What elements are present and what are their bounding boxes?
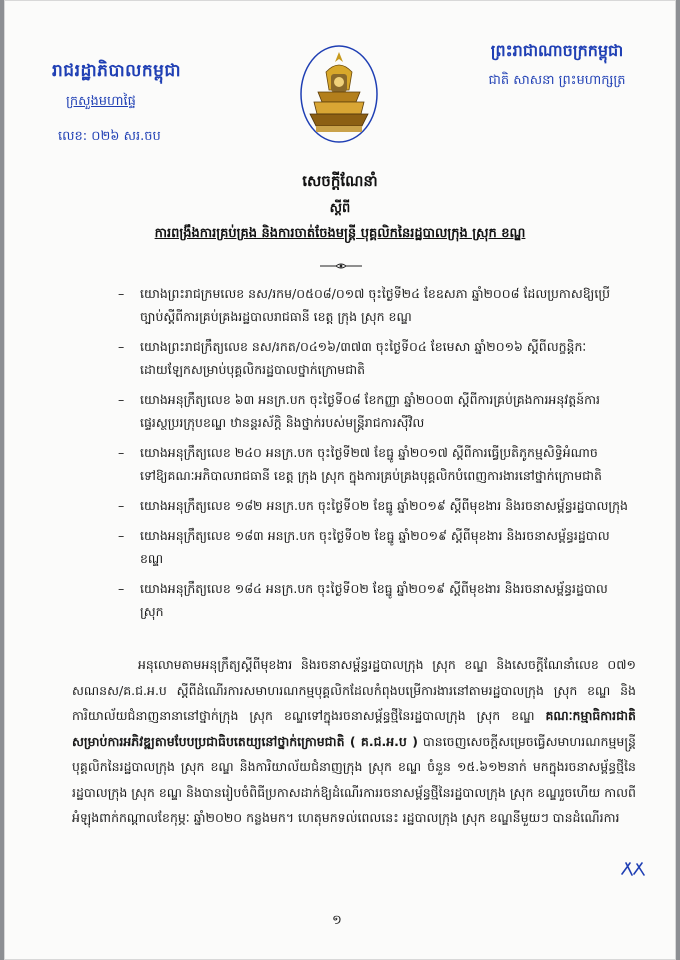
kingdom-name: ព្រះរាជាណាចក្រកម្ពុជា bbox=[490, 41, 624, 60]
document-subject: ការពង្រឹងការគ្រប់គ្រង និងការចាត់ចែងមន្ត្រី បុគ្គលិកនៃរដ្ឋបាលក្រុង ស្រុក ខណ្ឌ bbox=[154, 226, 526, 241]
reference-item: – យោងអនុក្រឹត្យលេខ ៦៣ អនក្រ.បក ចុះថ្ងៃទី០៨ ខែកញ្ញា ឆ្នាំ២០០៣ ស្តីពីការគ្រប់គ្រងការអនុវត្តន៍ការផ្ទេរស្ថប្ររក្រុបខណ្ឌ ឋានន្តរស័ក្តិ និងថ្នាក់របស់មន្ត្រីរាជការស៊ីវិល bbox=[118, 392, 601, 430]
page-number: ១ bbox=[332, 913, 342, 928]
body-text-bold: គណៈកម្មាធិការជាតិសម្រាប់ការអភិវឌ្ឍតាមបែបប្រជាធិបតេយ្យនៅថ្នាក់ក្រោមជាតិ ( គ.ជ.អ.ប ) bbox=[72, 708, 636, 749]
reference-text: យោងអនុក្រឹត្យលេខ ១៨៤ អនក្រ.បក ចុះថ្ងៃទី០២ ខែធ្នូ ឆ្នាំ២០១៩ ស្តីពីមុខងារ និងរចនាសម្ព័ន្ធរដ្ឋបាលស្រុក bbox=[140, 581, 608, 619]
reference-text: យោងអនុក្រឹត្យលេខ ១៨៣ អនក្រ.បក ចុះថ្ងៃទី០២ ខែធ្នូ ឆ្នាំ២០១៩ ស្តីពីមុខងារ និងរចនាសម្ព័ន្ធរដ្ឋបាលខណ្ឌ bbox=[140, 528, 610, 566]
office-name: ក្រសួងមហាផ្ទៃ bbox=[66, 94, 136, 109]
reference-item: – យោងអនុក្រឹត្យលេខ ២៤០ អនក្រ.បក ចុះថ្ងៃទី២៧ ខែធ្នូ ឆ្នាំ២០១៧ ស្តីពីការធ្វើប្រតិភូកម្មសិទ្ធិអំណាចទៅឱ្យគណៈអភិបាលរាជធានី ខេត្ត ក្រុង ស្រុក ក្នុងការគ្រប់គ្រងបុគ្គលិកបំពេញការងារនៅថ្នាក់ក្រោមជាតិ bbox=[118, 445, 602, 483]
handwritten-initial-icon bbox=[620, 860, 646, 878]
ministry-name: រាជរដ្ឋាភិបាលកម្ពុជា bbox=[52, 61, 182, 81]
reference-text: យោងអនុក្រឹត្យលេខ ១៨២ អនក្រ.បក ចុះថ្ងៃទី០២ ខែធ្នូ ឆ្នាំ២០១៩ ស្តីពីមុខងារ និងរចនាសម្ព័ន្ធរដ្ឋបាលក្រុង bbox=[140, 498, 628, 513]
reference-item: – យោងអនុក្រឹត្យលេខ ១៨៤ អនក្រ.បក ចុះថ្ងៃទី០២ ខែធ្នូ ឆ្នាំ២០១៩ ស្តីពីមុខងារ និងរចនាសម្ព័ន្ធរដ្ឋបាលស្រុក bbox=[118, 581, 608, 619]
body-paragraph bbox=[72, 652, 636, 831]
left-header bbox=[52, 60, 252, 147]
title-block bbox=[0, 172, 680, 244]
reference-item: – យោងព្រះរាជក្រឹត្យលេខ នស/រកត/០៤១៦/៣៧៣ ចុះថ្ងៃទី០៤ ខែមេសា ឆ្នាំ២០១៦ ស្តីពីលក្ខន្តិកៈដោយឡែកសម្រាប់បុគ្គលិករដ្ឋបាលថ្នាក់ក្រោមជាតិ bbox=[118, 339, 587, 377]
divider-ornament-icon bbox=[318, 262, 364, 270]
right-header bbox=[452, 40, 662, 91]
body-text-2: បានចេញសេចក្តីសម្រេចធ្វើសមាហរណកម្មមន្ត្រី បុគ្គលិកនៃរដ្ឋបាលក្រុង ស្រុក ខណ្ឌ និងការិយាល័យជំនាញក្រុង ស្រុក ខណ្ឌ ចំនួន ១៥.៦១២នាក់ មកក្នុងរចនាសម្ព័ន្ធថ្មីនៃរដ្ឋបាលក្រុង ស្រុក ខណ្ឌ និងបានរៀបចំពិធីប្រកាសដាក់ឱ្យដំណើរការរចនាសម្ព័ន្ធថ្មីនៃរដ្ឋបាលក្រុង ស្រុក ខណ្ឌរួចហើយ កាលពីអំឡុងពាក់កណ្តាលខែកុម្ភៈ ឆ្នាំ២០២០ កន្លងមក។ ហេតុមកទល់ពេលនេះ រដ្ឋបាលក្រុង ស្រុក ខណ្ឌនីមួយៗ បានដំណើរការ bbox=[72, 733, 636, 825]
body-text-1: អនុលោមតាមអនុក្រឹត្យស្តីពីមុខងារ និងរចនាសម្ព័ន្ធរដ្ឋបាលក្រុង ស្រុក ខណ្ឌ និងសេចក្តីណែនាំលេខ ០៧១ សណនស/គ.ជ.អ.ប ស្តីពីដំណើរការសមាហរណកម្មបុគ្គលិកដែលកំពុងបម្រើការងារនៅតាមរដ្ឋបាលក្រុង ស្រុក ខណ្ឌ និងការិយាល័យជំនាញនានានៅថ្នាក់ក្រុង ស្រុក ខណ្ឌទៅក្នុងរចនាសម្ព័ន្ធថ្មីនៃរដ្ឋបាលក្រុង ស្រុក ខណ្ឌ bbox=[72, 657, 636, 723]
reference-list bbox=[118, 282, 630, 630]
national-motto: ជាតិ សាសនា ព្រះមហាក្សត្រ bbox=[488, 73, 626, 88]
royal-emblem-icon bbox=[298, 42, 380, 144]
reference-text: យោងព្រះរាជក្រឹត្យលេខ នស/រកត/០៤១៦/៣៧៣ ចុះថ្ងៃទី០៤ ខែមេសា ឆ្នាំ២០១៦ ស្តីពីលក្ខន្តិកៈដោយឡែកសម្រាប់បុគ្គលិករដ្ឋបាលថ្នាក់ក្រោមជាតិ bbox=[140, 339, 587, 377]
reference-text: យោងព្រះរាជក្រមលេខ នស/រកម/០៥០៨/០១៧ ចុះថ្ងៃទី២៤ ខែឧសភា ឆ្នាំ២០០៨ ដែលប្រកាសឱ្យប្រើច្បាប់ស្តីពីការគ្រប់គ្រងរដ្ឋបាលរាជធានី ខេត្ត ក្រុង ស្រុក ខណ្ឌ bbox=[140, 286, 611, 324]
reference-text: យោងអនុក្រឹត្យលេខ ៦៣ អនក្រ.បក ចុះថ្ងៃទី០៨ ខែកញ្ញា ឆ្នាំ២០០៣ ស្តីពីការគ្រប់គ្រងការអនុវត្តន៍ការផ្ទេរស្ថប្ររក្រុបខណ្ឌ ឋានន្តរស័ក្តិ និងថ្នាក់របស់មន្ត្រីរាជការស៊ីវិល bbox=[140, 392, 601, 430]
reference-text: យោងអនុក្រឹត្យលេខ ២៤០ អនក្រ.បក ចុះថ្ងៃទី២៧ ខែធ្នូ ឆ្នាំ២០១៧ ស្តីពីការធ្វើប្រតិភូកម្មសិទ្ធិអំណាចទៅឱ្យគណៈអភិបាលរាជធានី ខេត្ត ក្រុង ស្រុក ក្នុងការគ្រប់គ្រងបុគ្គលិកបំពេញការងារនៅថ្នាក់ក្រោមជាតិ bbox=[140, 445, 602, 483]
reference-item: – យោងអនុក្រឹត្យលេខ ១៨២ អនក្រ.បក ចុះថ្ងៃទី០២ ខែធ្នូ ឆ្នាំ២០១៩ ស្តីពីមុខងារ និងរចនាសម្ព័ន្ធរដ្ឋបាលក្រុង bbox=[118, 498, 628, 513]
reference-item: – យោងអនុក្រឹត្យលេខ ១៨៣ អនក្រ.បក ចុះថ្ងៃទី០២ ខែធ្នូ ឆ្នាំ២០១៩ ស្តីពីមុខងារ និងរចនាសម្ព័ន្ធរដ្ឋបាលខណ្ឌ bbox=[118, 528, 610, 566]
reference-item: – យោងព្រះរាជក្រមលេខ នស/រកម/០៥០៨/០១៧ ចុះថ្ងៃទី២៤ ខែឧសភា ឆ្នាំ២០០៨ ដែលប្រកាសឱ្យប្រើច្បាប់ស្តីពីការគ្រប់គ្រងរដ្ឋបាលរាជធានី ខេត្ត ក្រុង ស្រុក ខណ្ឌ bbox=[118, 286, 611, 324]
document-type: សេចក្តីណែនាំ bbox=[302, 172, 378, 190]
document-number: លេខ: ០២៦ សរ.ចប bbox=[58, 129, 161, 144]
title-about: ស្តីពី bbox=[329, 201, 351, 216]
